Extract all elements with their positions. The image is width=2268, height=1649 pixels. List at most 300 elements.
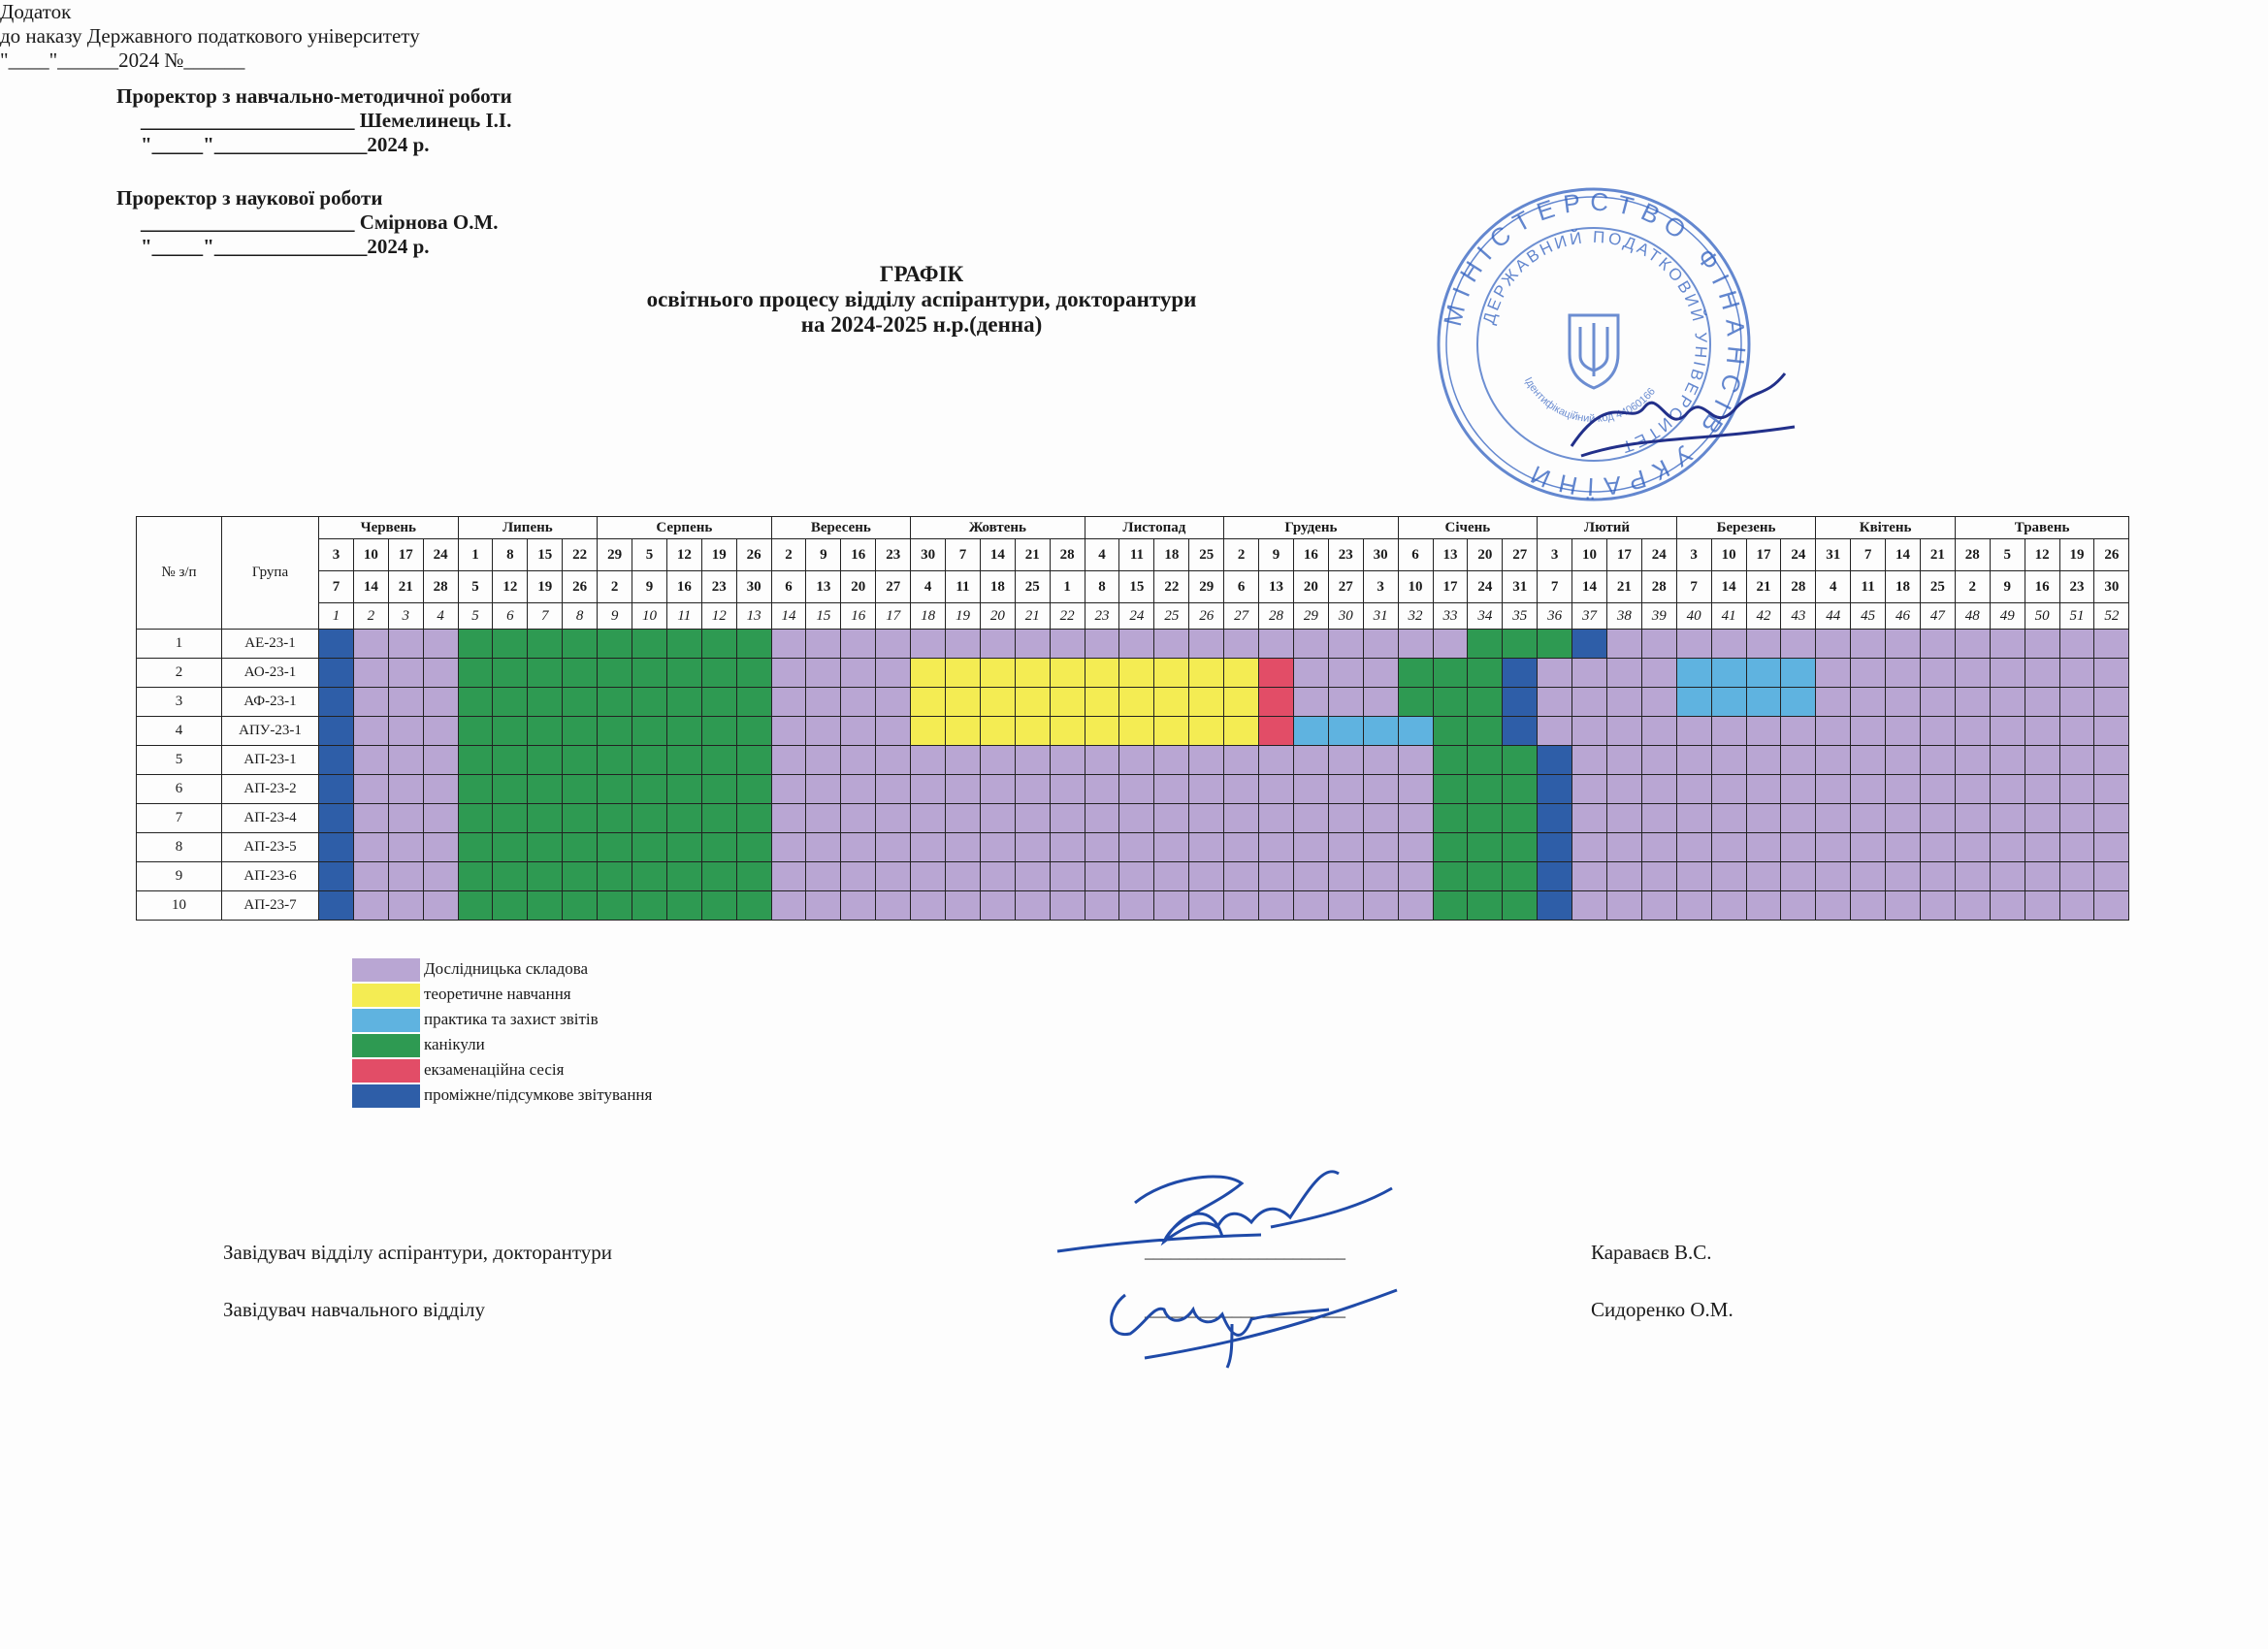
schedule-cell [493, 659, 528, 688]
schedule-cell [736, 688, 771, 717]
schedule-cell [493, 862, 528, 891]
schedule-cell [1955, 833, 1990, 862]
schedule-cell [980, 688, 1015, 717]
schedule-cell [1781, 891, 1816, 921]
schedule-cell [980, 862, 1015, 891]
schedule-cell [841, 659, 876, 688]
week-end-date: 13 [806, 571, 841, 603]
schedule-cell [1746, 630, 1781, 659]
schedule-cell [528, 746, 563, 775]
schedule-cell [1711, 891, 1746, 921]
schedule-cell [528, 688, 563, 717]
schedule-cell [876, 804, 911, 833]
month-header: Березень [1676, 517, 1816, 539]
schedule-cell [1711, 804, 1746, 833]
group-name: АП-23-1 [222, 746, 319, 775]
schedule-cell [1886, 804, 1921, 833]
schedule-cell [458, 804, 493, 833]
schedule-cell [423, 804, 458, 833]
schedule-cell [493, 833, 528, 862]
schedule-cell [458, 891, 493, 921]
head-signature-2-image [1086, 1266, 1416, 1373]
schedule-cell [1398, 804, 1433, 833]
schedule-cell [598, 775, 632, 804]
schedule-cell [1503, 717, 1538, 746]
schedule-cell [1433, 688, 1468, 717]
week-number: 34 [1468, 603, 1503, 630]
week-start-date: 26 [2094, 539, 2129, 571]
schedule-cell [1154, 630, 1189, 659]
schedule-cell [353, 804, 388, 833]
schedule-cell [1398, 630, 1433, 659]
schedule-cell [1816, 891, 1851, 921]
schedule-cell [701, 717, 736, 746]
schedule-cell [1920, 659, 1955, 688]
schedule-cell [1816, 775, 1851, 804]
schedule-cell [1050, 833, 1085, 862]
schedule-cell [1990, 891, 2025, 921]
schedule-cell [493, 746, 528, 775]
prorector2-date: "_____"_______________2024 р. [141, 235, 430, 258]
schedule-cell [1711, 775, 1746, 804]
schedule-cell [632, 833, 667, 862]
week-number: 20 [980, 603, 1015, 630]
schedule-cell [1050, 775, 1085, 804]
schedule-cell [1572, 804, 1607, 833]
week-end-date: 2 [598, 571, 632, 603]
schedule-cell [1503, 804, 1538, 833]
week-start-date: 14 [980, 539, 1015, 571]
schedule-cell [1572, 717, 1607, 746]
schedule-cell [876, 862, 911, 891]
row-number: 4 [137, 717, 222, 746]
schedule-cell [423, 688, 458, 717]
schedule-cell [1259, 717, 1294, 746]
schedule-cell [1154, 833, 1189, 862]
prorector2-signature-line: _____________________ Смірнова О.М. [141, 210, 499, 234]
schedule-cell [1990, 746, 2025, 775]
schedule-cell [1015, 688, 1050, 717]
schedule-cell [806, 775, 841, 804]
signature-line-2: _______________________ [1145, 1300, 1345, 1319]
week-end-date: 9 [1990, 571, 2025, 603]
schedule-cell [1050, 659, 1085, 688]
schedule-cell [946, 717, 981, 746]
schedule-cell [1920, 862, 1955, 891]
week-start-date: 19 [701, 539, 736, 571]
legend-label: Дослідницька складова [424, 959, 589, 978]
schedule-cell [1955, 688, 1990, 717]
week-end-date: 23 [701, 571, 736, 603]
week-number: 19 [946, 603, 981, 630]
schedule-cell [1886, 688, 1921, 717]
week-number: 27 [1224, 603, 1259, 630]
legend-swatch [352, 1034, 420, 1057]
schedule-cell [1781, 804, 1816, 833]
week-end-date: 18 [1886, 571, 1921, 603]
schedule-cell [1572, 891, 1607, 921]
group-name: АО-23-1 [222, 659, 319, 688]
week-number: 47 [1920, 603, 1955, 630]
week-number: 38 [1606, 603, 1641, 630]
schedule-cell [2059, 804, 2094, 833]
schedule-cell [736, 833, 771, 862]
schedule-cell [388, 717, 423, 746]
week-start-date: 16 [841, 539, 876, 571]
schedule-cell [736, 630, 771, 659]
week-end-date: 1 [1050, 571, 1085, 603]
schedule-cell [1189, 804, 1224, 833]
schedule-cell [1816, 746, 1851, 775]
schedule-cell [1606, 630, 1641, 659]
schedule-cell [806, 688, 841, 717]
schedule-cell [1641, 659, 1676, 688]
schedule-cell [1085, 891, 1119, 921]
schedule-cell [1468, 746, 1503, 775]
month-header: Листопад [1085, 517, 1224, 539]
schedule-cell [806, 717, 841, 746]
schedule-cell [911, 833, 946, 862]
schedule-cell [1050, 688, 1085, 717]
schedule-cell [1119, 775, 1154, 804]
schedule-cell [771, 659, 806, 688]
schedule-cell [980, 833, 1015, 862]
table-row [137, 688, 2129, 717]
week-start-date: 16 [1293, 539, 1328, 571]
schedule-cell [771, 775, 806, 804]
schedule-cell [876, 891, 911, 921]
schedule-cell [1293, 804, 1328, 833]
schedule-cell [1224, 804, 1259, 833]
schedule-cell [388, 775, 423, 804]
seal-code-text: Ідентифікаційний код 44060166 [1522, 375, 1659, 426]
schedule-cell [666, 746, 701, 775]
schedule-cell [1363, 862, 1398, 891]
month-header: Вересень [771, 517, 911, 539]
week-start-date: 3 [1538, 539, 1572, 571]
schedule-cell [2094, 746, 2129, 775]
schedule-cell [1433, 891, 1468, 921]
schedule-cell [1606, 688, 1641, 717]
schedule-cell [841, 688, 876, 717]
schedule-cell [1050, 804, 1085, 833]
week-number: 16 [841, 603, 876, 630]
schedule-cell [2059, 746, 2094, 775]
schedule-cell [1781, 775, 1816, 804]
schedule-cell [423, 891, 458, 921]
schedule-cell [1398, 659, 1433, 688]
schedule-cell [1015, 804, 1050, 833]
week-number: 23 [1085, 603, 1119, 630]
schedule-cell [319, 833, 354, 862]
schedule-cell [1363, 659, 1398, 688]
schedule-cell [1816, 659, 1851, 688]
week-end-date: 31 [1503, 571, 1538, 603]
month-header: Червень [319, 517, 459, 539]
schedule-cell [1328, 775, 1363, 804]
schedule-cell [1572, 659, 1607, 688]
schedule-cell [1015, 659, 1050, 688]
schedule-cell [1119, 688, 1154, 717]
schedule-cell [388, 891, 423, 921]
head-signature-1-image [1048, 1149, 1397, 1266]
week-end-date: 21 [1606, 571, 1641, 603]
schedule-cell [771, 862, 806, 891]
schedule-cell [1503, 775, 1538, 804]
schedule-cell [1851, 630, 1886, 659]
schedule-cell [493, 804, 528, 833]
schedule-cell [632, 775, 667, 804]
schedule-cell [1781, 717, 1816, 746]
schedule-cell [666, 862, 701, 891]
schedule-cell [353, 630, 388, 659]
week-number: 8 [563, 603, 598, 630]
week-end-date: 4 [911, 571, 946, 603]
schedule-cell [528, 862, 563, 891]
schedule-cell [1641, 804, 1676, 833]
schedule-cell [1746, 746, 1781, 775]
schedule-cell [1154, 891, 1189, 921]
legend-swatch [352, 958, 420, 982]
week-number: 4 [423, 603, 458, 630]
week-number: 12 [701, 603, 736, 630]
schedule-cell [1189, 630, 1224, 659]
week-start-date: 24 [1781, 539, 1816, 571]
schedule-cell [319, 630, 354, 659]
schedule-cell [1259, 775, 1294, 804]
week-end-date: 28 [1781, 571, 1816, 603]
week-start-date: 6 [1398, 539, 1433, 571]
schedule-cell [2025, 833, 2059, 862]
schedule-cell [2059, 891, 2094, 921]
week-start-date: 3 [1676, 539, 1711, 571]
schedule-cell [771, 717, 806, 746]
schedule-cell [2094, 833, 2129, 862]
schedule-cell [1711, 862, 1746, 891]
legend-label: канікули [424, 1035, 485, 1053]
schedule-cell [806, 833, 841, 862]
week-start-date: 21 [1015, 539, 1050, 571]
schedule-cell [1920, 746, 1955, 775]
month-header: Травень [1955, 517, 2128, 539]
week-end-date: 26 [563, 571, 598, 603]
week-end-date: 7 [319, 571, 354, 603]
schedule-cell [1119, 746, 1154, 775]
group-header: Група [222, 517, 319, 630]
schedule-cell [1711, 659, 1746, 688]
schedule-cell [1538, 659, 1572, 688]
week-end-date: 15 [1119, 571, 1154, 603]
schedule-cell [1503, 891, 1538, 921]
schedule-cell [388, 862, 423, 891]
week-start-date: 9 [1259, 539, 1294, 571]
schedule-cell [1328, 862, 1363, 891]
schedule-cell [319, 688, 354, 717]
schedule-table [136, 516, 2129, 921]
schedule-cell [1015, 717, 1050, 746]
schedule-cell [1433, 659, 1468, 688]
schedule-cell [1572, 775, 1607, 804]
schedule-cell [598, 659, 632, 688]
schedule-cell [353, 688, 388, 717]
schedule-cell [1085, 775, 1119, 804]
schedule-cell [2025, 804, 2059, 833]
week-start-date: 17 [388, 539, 423, 571]
schedule-cell [388, 630, 423, 659]
row-number: 3 [137, 688, 222, 717]
week-start-date: 8 [493, 539, 528, 571]
schedule-cell [2025, 659, 2059, 688]
schedule-cell [666, 659, 701, 688]
row-number: 7 [137, 804, 222, 833]
title-line-2: освітнього процесу відділу аспірантури, докторантури [646, 287, 1197, 311]
schedule-cell [458, 775, 493, 804]
schedule-cell [632, 630, 667, 659]
schedule-cell [841, 804, 876, 833]
schedule-cell [876, 746, 911, 775]
row-number: 5 [137, 746, 222, 775]
week-start-date: 28 [1050, 539, 1085, 571]
schedule-cell [1538, 746, 1572, 775]
schedule-cell [771, 746, 806, 775]
week-end-date: 7 [1538, 571, 1572, 603]
schedule-cell [946, 833, 981, 862]
month-header: Грудень [1224, 517, 1398, 539]
schedule-cell [1746, 862, 1781, 891]
schedule-cell [1224, 659, 1259, 688]
schedule-cell [1676, 833, 1711, 862]
schedule-cell [1293, 717, 1328, 746]
schedule-cell [1119, 717, 1154, 746]
schedule-cell [1328, 659, 1363, 688]
week-start-date: 26 [736, 539, 771, 571]
schedule-cell [911, 775, 946, 804]
schedule-cell [666, 891, 701, 921]
month-header: Жовтень [911, 517, 1085, 539]
schedule-cell [841, 717, 876, 746]
schedule-cell [806, 630, 841, 659]
week-number: 10 [632, 603, 667, 630]
week-end-date: 19 [528, 571, 563, 603]
schedule-cell [1293, 862, 1328, 891]
schedule-cell [2094, 630, 2129, 659]
table-row [137, 862, 2129, 891]
schedule-cell [1468, 659, 1503, 688]
schedule-cell [1711, 717, 1746, 746]
schedule-cell [736, 746, 771, 775]
schedule-cell [1886, 630, 1921, 659]
schedule-cell [563, 804, 598, 833]
schedule-cell [2094, 717, 2129, 746]
schedule-cell [1641, 891, 1676, 921]
schedule-cell [1606, 891, 1641, 921]
schedule-cell [1886, 659, 1921, 688]
schedule-cell [353, 775, 388, 804]
week-start-date: 10 [1711, 539, 1746, 571]
schedule-cell [1606, 833, 1641, 862]
schedule-cell [911, 717, 946, 746]
schedule-cell [2059, 775, 2094, 804]
schedule-cell [353, 717, 388, 746]
seal-inner-text: ДЕРЖАВНИЙ ПОДАТКОВИЙ УНІВЕРСИТЕТ [1479, 227, 1711, 458]
schedule-cell [1676, 630, 1711, 659]
schedule-cell [1746, 891, 1781, 921]
schedule-cell [1293, 659, 1328, 688]
month-header: Серпень [598, 517, 771, 539]
row-number: 9 [137, 862, 222, 891]
schedule-cell [1606, 804, 1641, 833]
schedule-cell [1189, 891, 1224, 921]
week-end-date: 13 [1259, 571, 1294, 603]
schedule-cell [701, 891, 736, 921]
week-number: 50 [2025, 603, 2059, 630]
schedule-cell [1572, 862, 1607, 891]
schedule-cell [1851, 688, 1886, 717]
schedule-cell [1015, 775, 1050, 804]
schedule-cell [980, 717, 1015, 746]
week-start-date: 24 [423, 539, 458, 571]
schedule-cell [876, 775, 911, 804]
schedule-cell [598, 833, 632, 862]
schedule-cell [1154, 775, 1189, 804]
schedule-cell [841, 775, 876, 804]
schedule-cell [911, 804, 946, 833]
schedule-cell [423, 862, 458, 891]
schedule-cell [1224, 717, 1259, 746]
schedule-cell [1189, 746, 1224, 775]
schedule-cell [1363, 630, 1398, 659]
schedule-cell [1259, 746, 1294, 775]
week-number: 35 [1503, 603, 1538, 630]
week-start-date: 31 [1816, 539, 1851, 571]
month-header: Липень [458, 517, 598, 539]
schedule-cell [771, 688, 806, 717]
schedule-cell [632, 688, 667, 717]
week-start-date: 10 [1572, 539, 1607, 571]
schedule-cell [701, 659, 736, 688]
schedule-cell [1468, 775, 1503, 804]
schedule-cell [1641, 862, 1676, 891]
schedule-cell [598, 804, 632, 833]
schedule-cell [1606, 746, 1641, 775]
schedule-cell [1259, 891, 1294, 921]
week-number: 22 [1050, 603, 1085, 630]
schedule-cell [1119, 833, 1154, 862]
schedule-cell [1363, 746, 1398, 775]
week-number: 15 [806, 603, 841, 630]
schedule-cell [876, 659, 911, 688]
schedule-cell [806, 659, 841, 688]
week-number: 26 [1189, 603, 1224, 630]
week-end-date: 6 [1224, 571, 1259, 603]
schedule-cell [1328, 833, 1363, 862]
week-start-date: 11 [1119, 539, 1154, 571]
week-end-date: 29 [1189, 571, 1224, 603]
week-start-date: 30 [911, 539, 946, 571]
schedule-cell [563, 862, 598, 891]
schedule-cell [1746, 659, 1781, 688]
schedule-cell [423, 717, 458, 746]
table-row [137, 746, 2129, 775]
schedule-cell [841, 746, 876, 775]
schedule-cell [701, 630, 736, 659]
schedule-cell [353, 891, 388, 921]
group-name: АП-23-6 [222, 862, 319, 891]
schedule-cell [598, 717, 632, 746]
week-start-date: 29 [598, 539, 632, 571]
week-end-date: 27 [876, 571, 911, 603]
schedule-cell [1468, 717, 1503, 746]
